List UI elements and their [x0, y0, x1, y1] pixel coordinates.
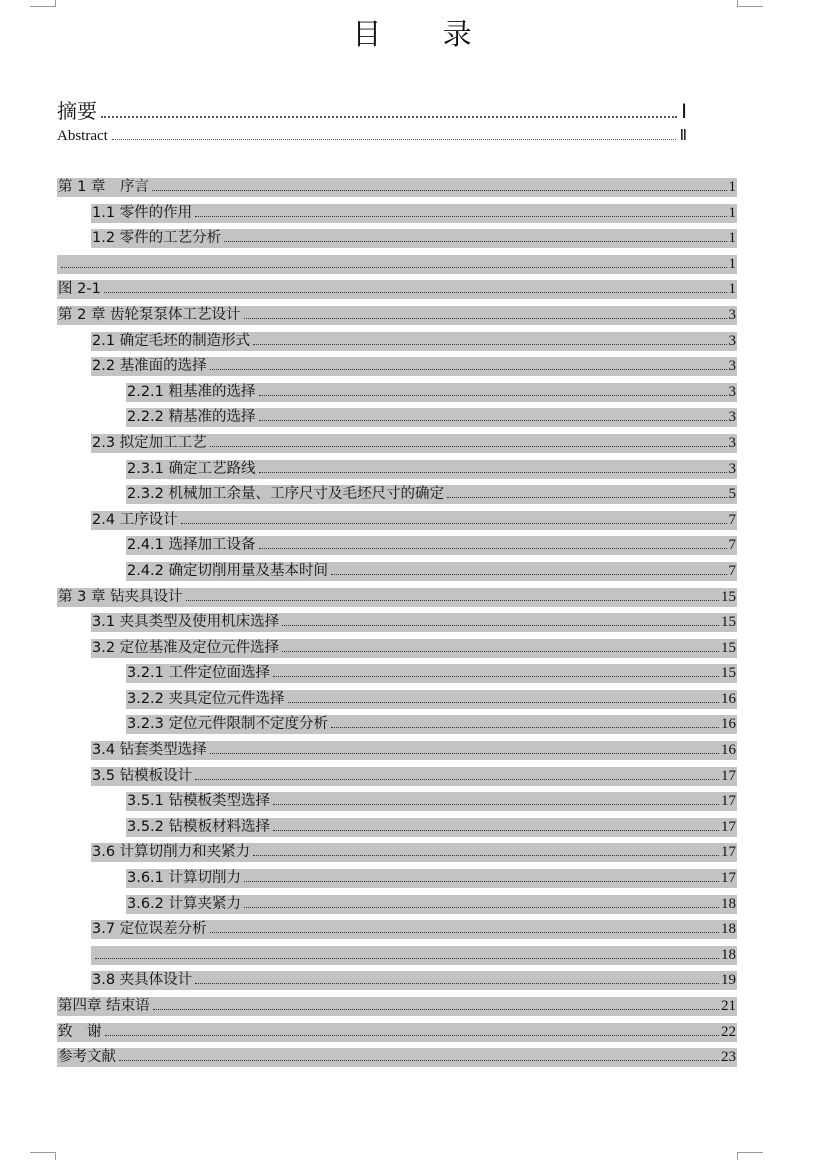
toc-entry-page: 16 — [721, 742, 736, 759]
toc-entry[interactable] — [57, 1023, 737, 1042]
toc-entry-page: 3 — [728, 332, 736, 349]
toc-entry[interactable] — [91, 843, 737, 862]
toc-entry-page: 1 — [728, 281, 736, 298]
toc-entry-page: 17 — [721, 870, 736, 887]
toc-entry-text: 2.3.1 确定工艺路线 — [127, 460, 256, 477]
toc-entry-page: 3 — [728, 358, 736, 375]
toc-entry-page: 1 — [728, 179, 736, 195]
toc-entry[interactable] — [126, 869, 737, 888]
toc-entry[interactable] — [91, 332, 737, 351]
toc-entry-page: 17 — [721, 767, 736, 784]
toc-entry-text: 参考文献 — [58, 1049, 116, 1066]
dot-leader — [105, 1035, 720, 1036]
dot-leader — [288, 702, 719, 703]
toc-entry-page: 3 — [728, 306, 736, 323]
toc-entry-text: 1.1 零件的作用 — [92, 204, 193, 221]
toc-entry-text: 第 1 章 序言 — [58, 179, 149, 195]
toc-entry[interactable] — [126, 562, 737, 581]
toc-entry-text: 3.5 钻模板设计 — [92, 767, 193, 784]
toc-entry[interactable] — [126, 460, 737, 479]
crop-mark-top-right — [737, 0, 763, 7]
toc-entry-text: 3.2.1 工件定位面选择 — [127, 665, 271, 682]
toc-entry-text: 摘要 — [57, 99, 97, 123]
toc-entry[interactable] — [91, 357, 737, 376]
dot-leader — [331, 727, 719, 728]
toc-entry-page: 3 — [728, 383, 736, 400]
dot-leader — [259, 548, 727, 549]
toc-entry-page: 23 — [721, 1049, 736, 1066]
toc-entry-text: 致 谢 — [58, 1023, 102, 1040]
dot-leader — [282, 625, 719, 626]
toc-entry[interactable] — [126, 383, 737, 402]
toc-entry[interactable] — [91, 946, 737, 965]
dot-leader — [181, 523, 727, 524]
toc-entry-page: 18 — [721, 921, 736, 938]
toc-entry-page: 7 — [728, 511, 736, 528]
toc-entry-page: 1 — [728, 255, 736, 272]
toc-entry[interactable] — [57, 280, 737, 299]
toc-entry-page: 3 — [728, 409, 736, 426]
toc-entry[interactable] — [126, 485, 737, 504]
dot-leader — [259, 472, 727, 473]
dot-leader — [273, 676, 719, 677]
toc-entry[interactable] — [126, 818, 737, 837]
toc-entry-text: 2.4.1 选择加工设备 — [127, 537, 256, 554]
toc-entry[interactable] — [126, 408, 737, 427]
toc-entry-abstract-en[interactable] — [57, 126, 687, 145]
toc-entry-page: Ⅰ — [681, 101, 687, 123]
dot-leader — [153, 1009, 719, 1010]
toc-entry-text: 2.2.1 粗基准的选择 — [127, 383, 256, 400]
toc-entry[interactable] — [126, 536, 737, 555]
toc-entry-text: 第 3 章 钻夹具设计 — [58, 588, 183, 605]
toc-entry[interactable] — [91, 971, 737, 990]
toc-entry-abstract-cn[interactable] — [57, 95, 687, 124]
toc-entry-page: 19 — [721, 972, 736, 989]
toc-entry-page: 17 — [721, 793, 736, 810]
toc-entry-page: 3 — [728, 460, 736, 477]
dot-leader — [210, 753, 719, 754]
page-title: 目 录 — [352, 17, 498, 51]
dot-leader — [273, 804, 719, 805]
toc-entry[interactable] — [91, 920, 737, 939]
dot-leader — [210, 932, 719, 933]
dot-leader — [195, 983, 719, 984]
toc-entry-page: 22 — [721, 1023, 736, 1040]
dot-leader — [259, 395, 727, 396]
toc-entry-text: 1.2 零件的工艺分析 — [92, 230, 222, 247]
toc-entry[interactable] — [57, 1048, 737, 1067]
toc-entry[interactable] — [91, 613, 737, 632]
toc-entry-text: 3.5.1 钻模板类型选择 — [127, 793, 271, 810]
toc-entry-page: 5 — [728, 486, 736, 503]
toc-entry-page: 15 — [721, 588, 736, 605]
dot-leader — [253, 855, 719, 856]
dot-leader — [273, 830, 719, 831]
dot-leader — [210, 446, 727, 447]
dot-leader — [244, 318, 727, 319]
toc-entry-text: 3.6.1 计算切削力 — [127, 870, 242, 887]
toc-entry-page: 1 — [728, 204, 736, 221]
toc-entry-text: 第 2 章 齿轮泵泵体工艺设计 — [58, 306, 241, 323]
toc-entry-text: 第四章 结束语 — [58, 998, 150, 1014]
toc-entry-text: 2.1 确定毛坯的制造形式 — [92, 332, 251, 349]
toc-entry[interactable] — [91, 767, 737, 786]
toc-entry-text: 2.4 工序设计 — [92, 511, 178, 528]
crop-mark-top-left — [30, 0, 56, 7]
dot-leader — [195, 779, 719, 780]
toc-entry-page: 17 — [721, 818, 736, 835]
toc-entry[interactable] — [91, 511, 737, 530]
dot-leader — [447, 497, 726, 498]
toc-entry[interactable] — [126, 792, 737, 811]
toc-entry-text: 2.3.2 机械加工余量、工序尺寸及毛坯尺寸的确定 — [127, 486, 445, 503]
toc-entry[interactable] — [91, 229, 737, 248]
toc-entry-page: 18 — [721, 946, 736, 963]
dot-leader — [104, 292, 727, 293]
toc-entry-text: 3.1 夹具类型及使用机床选择 — [92, 614, 280, 631]
dot-leader — [259, 420, 727, 421]
toc-entry-page: 17 — [721, 844, 736, 861]
dot-leader — [95, 958, 719, 959]
toc-entry[interactable] — [91, 639, 737, 658]
toc-entry-text: 2.4.2 确定切削用量及基本时间 — [127, 562, 329, 579]
toc-entry-text: 3.5.2 钻模板材料选择 — [127, 818, 271, 835]
toc-entry-text: 图 2-1 — [58, 281, 101, 298]
dot-leader — [282, 651, 719, 652]
toc-entry[interactable] — [126, 715, 737, 734]
toc-entry-page: 3 — [728, 434, 736, 451]
toc-entry[interactable] — [126, 664, 737, 683]
toc-entry-page: 7 — [728, 537, 736, 554]
toc-entry-text: 3.8 夹具体设计 — [92, 972, 193, 989]
toc-entry-text: 3.6.2 计算夹紧力 — [127, 895, 242, 912]
dot-leader — [210, 369, 727, 370]
dot-leader — [101, 116, 677, 118]
toc-entry-page: 7 — [728, 562, 736, 579]
dot-leader — [61, 267, 727, 268]
dot-leader — [331, 574, 726, 575]
dot-leader — [119, 1060, 719, 1061]
toc-entry-page: 18 — [721, 895, 736, 912]
toc-entry-text: 2.3 拟定加工工艺 — [92, 434, 207, 451]
toc-entry-text: 3.2.2 夹具定位元件选择 — [127, 690, 285, 707]
dot-leader — [186, 600, 719, 601]
dot-leader — [112, 139, 676, 140]
toc-entry[interactable] — [91, 204, 737, 223]
toc-entry[interactable] — [91, 434, 737, 453]
toc-entry-text: 3.2 定位基准及定位元件选择 — [92, 639, 280, 656]
toc-entry-text: 3.7 定位误差分析 — [92, 921, 207, 938]
toc-entry-text: 3.2.3 定位元件限制不定度分析 — [127, 716, 329, 733]
table-of-contents — [57, 178, 737, 1074]
toc-entry[interactable] — [126, 690, 737, 709]
toc-entry-page: Ⅱ — [679, 128, 687, 144]
toc-entry-text: Abstract — [57, 128, 108, 144]
toc-entry-page: 21 — [721, 998, 736, 1014]
toc-entry[interactable] — [57, 588, 737, 607]
toc-entry[interactable] — [91, 741, 737, 760]
dot-leader — [253, 344, 726, 345]
toc-entry[interactable] — [57, 306, 737, 325]
toc-entry-page: 16 — [721, 716, 736, 733]
toc-entry-page: 15 — [721, 614, 736, 631]
toc-entry-text: 2.2 基准面的选择 — [92, 358, 207, 375]
dot-leader — [224, 241, 726, 242]
dot-leader — [244, 881, 719, 882]
dot-leader — [195, 216, 726, 217]
dot-leader — [152, 190, 727, 191]
toc-entry[interactable] — [57, 178, 737, 197]
toc-entry[interactable] — [126, 895, 737, 914]
toc-entry-text: 3.4 钻套类型选择 — [92, 742, 207, 759]
toc-entry-page: 15 — [721, 665, 736, 682]
toc-entry[interactable] — [57, 255, 737, 274]
dot-leader — [244, 907, 719, 908]
toc-entry-page: 15 — [721, 639, 736, 656]
toc-entry-text: 3.6 计算切削力和夹紧力 — [92, 844, 251, 861]
toc-entry-text: 2.2.2 精基准的选择 — [127, 409, 256, 426]
toc-entry[interactable] — [57, 997, 737, 1016]
toc-entry-page: 16 — [721, 690, 736, 707]
toc-entry-page: 1 — [728, 230, 736, 247]
